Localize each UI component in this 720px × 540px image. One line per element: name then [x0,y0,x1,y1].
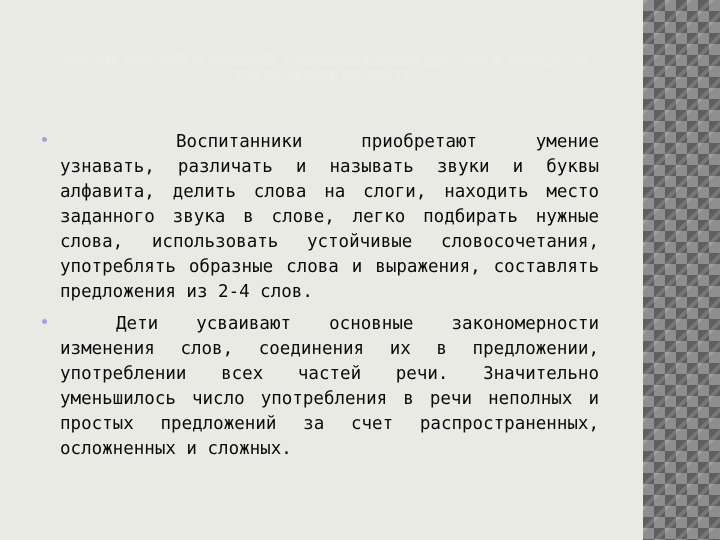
bullet-text-1: Воспитанники приобретают умение узнавать, различать и называть звуки и буквы алфавита, делить слова на слоги, находить место заданного звука в слове, легко подбирать нужные слова, использовать устойчивые словосочетания, употреблять образные слова и выражения, составлять предложения из 2-4 слов. [60,132,599,302]
slide-title: ОБЪЕМ ЗНАНИЙ И УМЕНИЙ, ПРИОБРЕТАЕМЫХ ДЕТЬМИ В ПРОЦЕССЕ РЕАЛИЗАЦИИ ПРОЕКТА. [63,54,588,83]
decorative-side-pattern [643,0,720,540]
bullet-list [42,130,599,469]
bullet-item-1 [42,130,599,305]
bullet-text-2: Дети усваивают основные закономерности изменения слов, соединения их в предложении, употреблении всех частей речи. Значительно уменьшилось число употребления в речи неполных и простых предложений за счет распространенных, осложненных и сложных. [60,314,599,459]
bullet-icon [42,137,47,142]
bullet-item-2 [42,312,599,462]
bullet-icon [42,319,47,324]
